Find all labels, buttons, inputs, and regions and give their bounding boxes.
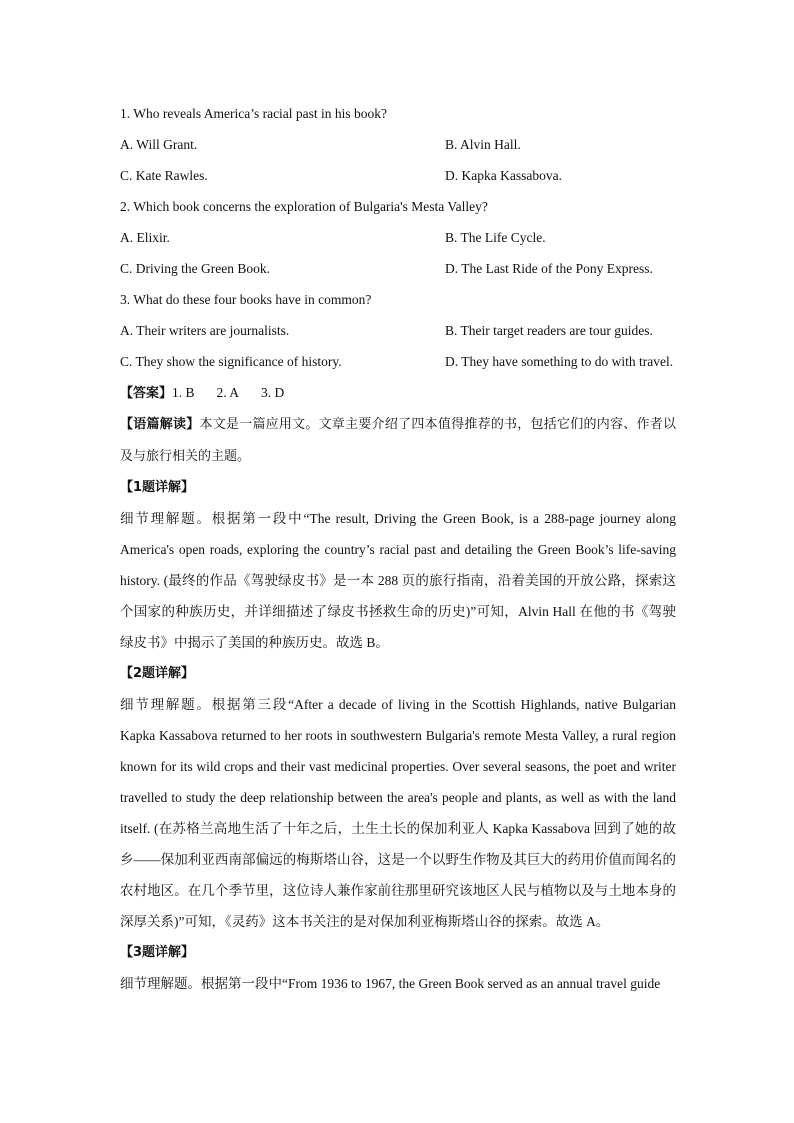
question-2-options-row-2 [120,253,676,284]
question-1-option-b: B. Alvin Hall. [445,137,521,152]
question-3-option-a: A. Their writers are journalists. [120,323,290,338]
explanation-2-text: 细节理解题。根据第三段“After a decade of living in the Scottish Highlands, native Bulgarian Kapka Kassabova returned to her roots in southwestern Bulgaria's remote Mesta Valley, a rural region known for its wild crops and their vast medicinal properties. Over several seasons, the poet and writer travelled to study the deep relationship between the area's people and plants, as well as with the land itself. (在苏格兰高地生活了十年之后，土生土长的保加利亚人 Kapka Kassabova 回到了她的故乡——保加利亚西南部偏远的梅斯塔山谷，这是一个以野生作物及其巨大的药用价值而闻名的农村地区。在几个季节里，这位诗人兼作家前往那里研究该地区人民与植物以及与土地本身的深厚关系)”可知，《灵药》这本书关注的是对保加利亚梅斯塔山谷的探索。故选 A。 [120,697,676,929]
explanation-3-heading: 【3题详解】 [120,945,195,960]
answer-item-2: 2. A [216,385,240,400]
question-3-option-d: D. They have something to do with travel. [445,354,674,369]
question-3-options-row-1 [120,315,676,346]
question-2-option-b: B. The Life Cycle. [445,230,546,245]
summary-text: 本文是一篇应用文。文章主要介绍了四本值得推荐的书，包括它们的内容、作者以及与旅行相关的主题。 [120,417,676,464]
question-1-option-c: C. Kate Rawles. [120,168,208,183]
answer-line [120,377,676,408]
answer-item-1: 1. B [172,385,195,400]
document-page [120,98,676,999]
question-1-option-a: A. Will Grant. [120,137,198,152]
question-1-stem: 1. Who reveals America’s racial past in his book? [120,106,388,121]
explanation-1-text: 细节理解题。根据第一段中“The result, Driving the Green Book, is a 288-page journey along America's open roads, exploring the country’s racial past and detailing the Green Book’s life-saving history. (最终的作品《驾驶绿皮书》是一本 288 页的旅行指南，沿着美国的开放公路，探索这个国家的种族历史，并详细描述了绿皮书拯救生命的历史)”可知，Alvin Hall 在他的书《驾驶绿皮书》中揭示了美国的种族历史。故选 B。 [120,511,676,650]
summary-paragraph [120,408,676,472]
explanation-1-heading: 【1题详解】 [120,480,195,495]
question-1-options-row-2 [120,160,676,191]
question-3-options-row-2 [120,346,676,377]
question-2-option-a: A. Elixir. [120,230,170,245]
question-1-option-d: D. Kapka Kassabova. [445,168,562,183]
question-2-option-d: D. The Last Ride of the Pony Express. [445,261,653,276]
summary-label: 【语篇解读】 [120,417,200,432]
question-1-options-row-1 [120,129,676,160]
question-3-option-c: C. They show the significance of history. [120,354,342,369]
explanation-2-heading: 【2题详解】 [120,666,195,681]
question-2-option-c: C. Driving the Green Book. [120,261,270,276]
question-3-stem: 3. What do these four books have in common? [120,292,372,307]
answer-label: 【答案】 [120,386,173,401]
question-3-option-b: B. Their target readers are tour guides. [445,323,653,338]
answer-item-3: 3. D [261,385,285,400]
question-2-stem: 2. Which book concerns the exploration of Bulgaria's Mesta Valley? [120,199,488,214]
question-2-options-row-1 [120,222,676,253]
explanation-3-text: 细节理解题。根据第一段中“From 1936 to 1967, the Green Book served as an annual travel guide [120,976,661,991]
